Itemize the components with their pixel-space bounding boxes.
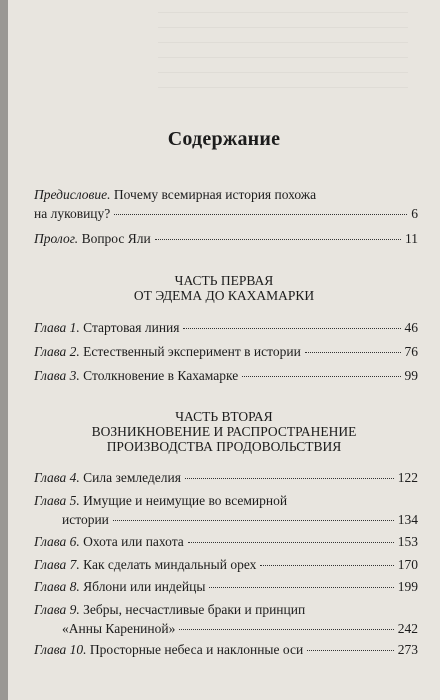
entry-label: Глава 4. [34,470,80,485]
dot-leader [185,478,394,479]
toc-entry [34,318,418,337]
entry-label: Глава 10. [34,642,87,657]
page-number: 134 [397,512,418,527]
page-number: 199 [397,579,418,594]
entry-title-cont: «Анны Карениной» [62,621,176,636]
page-number: 273 [397,642,418,657]
toc-entry-prologue [34,229,418,248]
dot-leader [188,542,394,543]
entry-label: Глава 3. [34,368,80,383]
toc-entry [34,555,418,574]
toc-entry [34,577,418,596]
part-number: ЧАСТЬ ВТОРАЯ [175,409,273,424]
dot-leader [307,650,394,651]
entry-label: Глава 8. [34,579,80,594]
entry-label: Глава 9. [34,602,80,617]
page-number: 122 [397,470,418,485]
entry-label: Глава 5. [34,493,80,508]
entry-title: Как сделать миндальный орех [83,557,257,572]
entry-label: Глава 6. [34,534,80,549]
entry-title-cont: истории [62,512,109,527]
dot-leader [209,587,393,588]
dot-leader [155,239,401,240]
dot-leader [114,214,407,215]
page-number: 242 [397,621,418,636]
part-heading [8,409,440,454]
toc-entry [34,366,418,385]
dot-leader [260,565,393,566]
dot-leader [113,520,394,521]
page-number: 11 [405,231,418,246]
part-title: ОТ ЭДЕМА ДО КАХАМАРКИ [133,288,315,303]
page-number: 76 [404,344,418,359]
part-heading [8,273,440,303]
toc-entry [34,468,418,487]
part-title: ВОЗНИКНОВЕНИЕ И РАСПРОСТРАНЕНИЕ [91,424,357,439]
entry-title: Яблони или индейцы [83,579,206,594]
entry-title: Вопрос Яли [81,231,151,246]
page-title: Содержание [167,128,281,150]
entry-label: Глава 1. [34,320,80,335]
page-number: 99 [404,368,418,383]
show-through-text [158,0,408,100]
page-number: 46 [404,320,418,335]
entry-title-cont: на луковицу? [34,206,111,221]
dot-leader [242,376,400,377]
part-number: ЧАСТЬ ПЕРВАЯ [174,273,274,288]
book-page [8,0,440,700]
dot-leader [179,629,393,630]
toc-entry [34,532,418,551]
entry-title: Стартовая линия [83,320,180,335]
entry-title: Столкновение в Кахамарке [83,368,239,383]
entry-title: Зебры, несчастливые браки и принцип [83,602,306,617]
entry-title: Сила земледелия [83,470,181,485]
entry-label: Глава 2. [34,344,80,359]
entry-title: Естественный эксперимент в истории [83,344,301,359]
entry-label: Пролог. [34,231,79,246]
entry-title: Просторные небеса и наклонные оси [89,642,304,657]
entry-label: Предисловие. [34,187,111,202]
toc-entry [34,342,418,361]
entry-title: Имущие и неимущие во всемирной [83,493,288,508]
part-title-cont: ПРОИЗВОДСТВА ПРОДОВОЛЬСТВИЯ [106,439,342,454]
dot-leader [183,328,400,329]
dot-leader [305,352,401,353]
page-number: 170 [397,557,418,572]
entry-title: Почему всемирная история похожа [113,187,317,202]
entry-title: Охота или пахота [83,534,184,549]
toc-entry [34,640,418,659]
entry-label: Глава 7. [34,557,80,572]
page-number: 153 [397,534,418,549]
toc-entry [34,600,418,638]
page-number: 6 [411,206,418,221]
toc-entry [34,491,418,529]
toc-entry-preface [34,185,418,223]
